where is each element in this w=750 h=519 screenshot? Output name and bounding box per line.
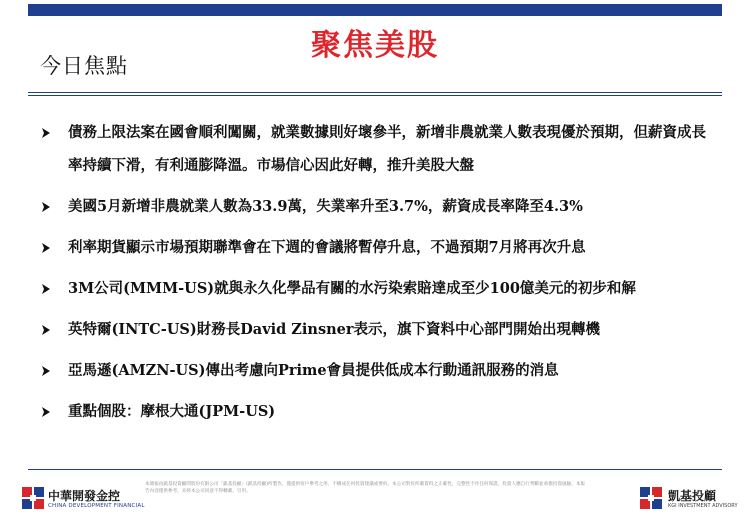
- chevron-right-icon: [40, 324, 52, 336]
- kgi-logo-name-en: KGI INVESTMENT ADVISORY: [668, 503, 738, 509]
- bullet-item: [40, 313, 720, 346]
- cdf-logo-mark-icon: [22, 487, 44, 509]
- bullet-text: 3M公司(MMM-US)就與永久化學品有關的水污染索賠達成至少100億美元的初步和解: [68, 280, 636, 297]
- bullet-text: 英特爾(INTC-US)財務長David Zinsner表示，旗下資料中心部門開始出現轉機: [68, 321, 601, 338]
- cdf-logo: [22, 487, 145, 513]
- chevron-right-icon: [40, 406, 52, 418]
- cdf-logo-name-en: CHINA DEVELOPMENT FINANCIAL: [48, 503, 145, 509]
- footer-divider: [28, 469, 722, 470]
- bullet-item: [40, 116, 720, 182]
- bullet-text: 亞馬遜(AMZN-US)傳出考慮向Prime會員提供低成本行動通訊服務的消息: [68, 362, 559, 379]
- bullet-item: [40, 354, 720, 387]
- bullet-text: 重點個股：摩根大通(JPM-US): [68, 403, 276, 420]
- cdf-logo-name-zh: 中華開發金控: [48, 489, 121, 503]
- kgi-logo-mark-icon: [640, 487, 662, 509]
- chevron-right-icon: [40, 242, 52, 254]
- top-banner-bar: [28, 4, 722, 16]
- header-divider-top: [28, 92, 722, 93]
- news-bullet-list: [40, 116, 720, 436]
- bullet-item: [40, 190, 720, 223]
- bullet-text: 利率期貨顯示市場預期聯準會在下週的會議將暫停升息，不過預期7月將再次升息: [68, 239, 586, 256]
- bullet-item: [40, 395, 720, 428]
- header-divider-bottom: [28, 95, 722, 96]
- bullet-item: [40, 231, 720, 264]
- bullet-text: 債務上限法案在國會順利闖關，就業數據則好壞參半，新增非農就業人數表現優於預期，但薪資成長率持續下滑，有利通膨降溫。市場信心因此好轉，推升美股大盤: [68, 124, 706, 174]
- bullet-text: 美國5月新增非農就業人數為33.9萬，失業率升至3.7%，薪資成長率降至4.3%: [68, 198, 583, 215]
- chevron-right-icon: [40, 127, 52, 139]
- bullet-item: [40, 272, 720, 305]
- chevron-right-icon: [40, 283, 52, 295]
- section-label: 今日焦點: [40, 54, 128, 78]
- chevron-right-icon: [40, 365, 52, 377]
- kgi-logo-name-zh: 凱基投顧: [668, 489, 717, 503]
- kgi-logo: [640, 487, 740, 513]
- page-title: 聚焦美股: [311, 28, 439, 63]
- chevron-right-icon: [40, 201, 52, 213]
- footer-disclaimer: 本簡報由凱基投資顧問股份有限公司「凱基投顧」(凱基投顧)所製作，僅提供客戶參考之用，不構成任何投資建議或要約。本公司對於所載資料之正確性、完整性不作任何保證，投資人應自行判斷並承擔投資風險。本報告內容僅供參考，未經本公司同意不得轉載、引用。: [145, 482, 586, 494]
